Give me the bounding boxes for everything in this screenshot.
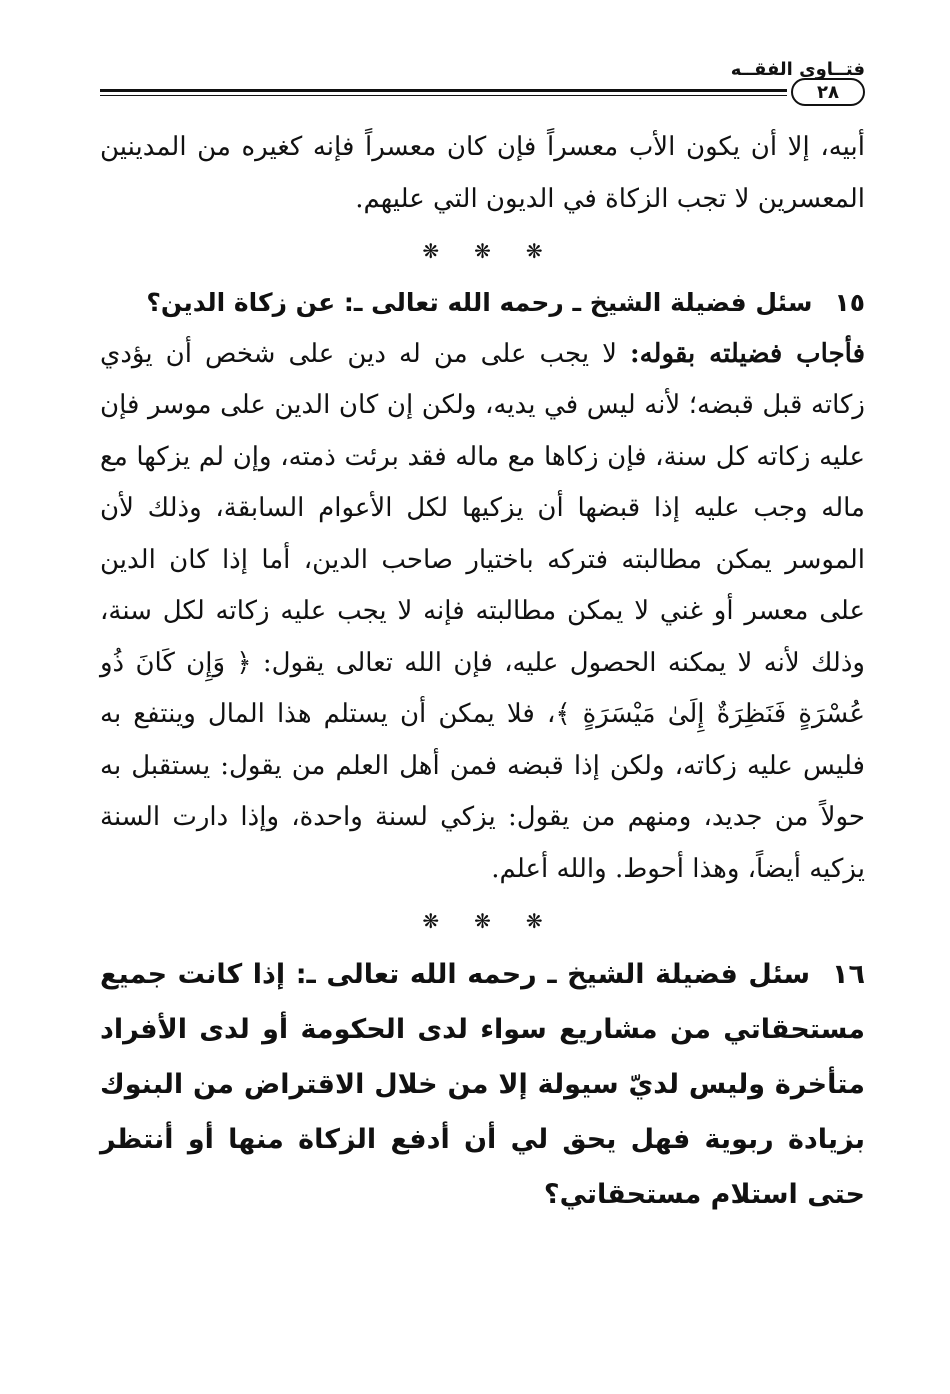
running-title: فتــاوى الفقــه — [730, 59, 865, 80]
continuation-paragraph: أبيه، إلا أن يكون الأب معسراً فإن كان معسراً فإنه كغيره من المدينين المعسرين لا تجب الزكاة في الديون التي عليهم. — [100, 132, 865, 214]
question-15 — [100, 277, 865, 329]
question-16 — [100, 947, 865, 1222]
question-16-text: سئل فضيلة الشيخ ـ رحمه الله تعالى ـ: إذا كانت جميع مستحقاتي من مشاريع سواء لدى الحكومة أو لدى الأفراد متأخرة وليس لديّ سيولة إلا من خلال الاقتراض من البنوك بزيادة ربوية فهل يحق لي أن أدفع الزكاة منها أو أنتظر حتى استلام مستحقاتي؟ — [100, 959, 865, 1210]
section-separator: ❋ ❋ ❋ — [422, 239, 543, 263]
page-body — [100, 122, 865, 1222]
answer-15-text: لا يجب على من له دين على شخص أن يؤدي زكاته قبل قبضه؛ لأنه ليس في يديه، ولكن إن كان الدين على موسر فإن عليه زكاته كل سنة، فإن زكاها مع ماله فقد برئت ذمته، وإن لم يزكها مع ماله وجب عليه إذا قبضها أن يزكيها لكل الأعوام السابقة، وذلك لأن الموسر يمكن مطالبته فتركه باختيار صاحب الدين، أما إذا كان الدين على معسر أو غني لا يمكن مطالبته فإنه لا يجب عليه زكاته لكل سنة، وذلك لأنه لا يمكنه الحصول عليه، فإن الله تعالى يقول: ﴿ وَإِن كَانَ ذُو عُسْرَةٍ فَنَظِرَةٌ إِلَىٰ مَيْسَرَةٍ ﴾، فلا يمكن أن يستلم هذا المال وينتفع به فليس عليه زكاته، ولكن إذا قبضه فمن أهل العلم من يقول: يستقبل به حولاً من جديد، ومنهم من يقول: يزكي لسنة واحدة، وإذا دارت السنة يزكيه أيضاً، وهذا أحوط. والله أعلم. — [100, 338, 865, 884]
header-rule-thick — [100, 89, 787, 92]
page-number: ٢٨ — [791, 78, 865, 106]
answer-15-lead: فأجاب فضيلته بقوله: — [630, 338, 866, 369]
page-header — [100, 55, 865, 105]
question-15-text: سئل فضيلة الشيخ ـ رحمه الله تعالى ـ: عن زكاة الدين؟ — [146, 288, 813, 317]
question-15-number: ١٥ — [834, 288, 865, 317]
answer-15 — [100, 329, 865, 896]
section-separator-2: ❋ ❋ ❋ — [422, 909, 543, 933]
header-rule-thin — [100, 95, 787, 96]
question-16-number: ١٦ — [832, 959, 865, 990]
